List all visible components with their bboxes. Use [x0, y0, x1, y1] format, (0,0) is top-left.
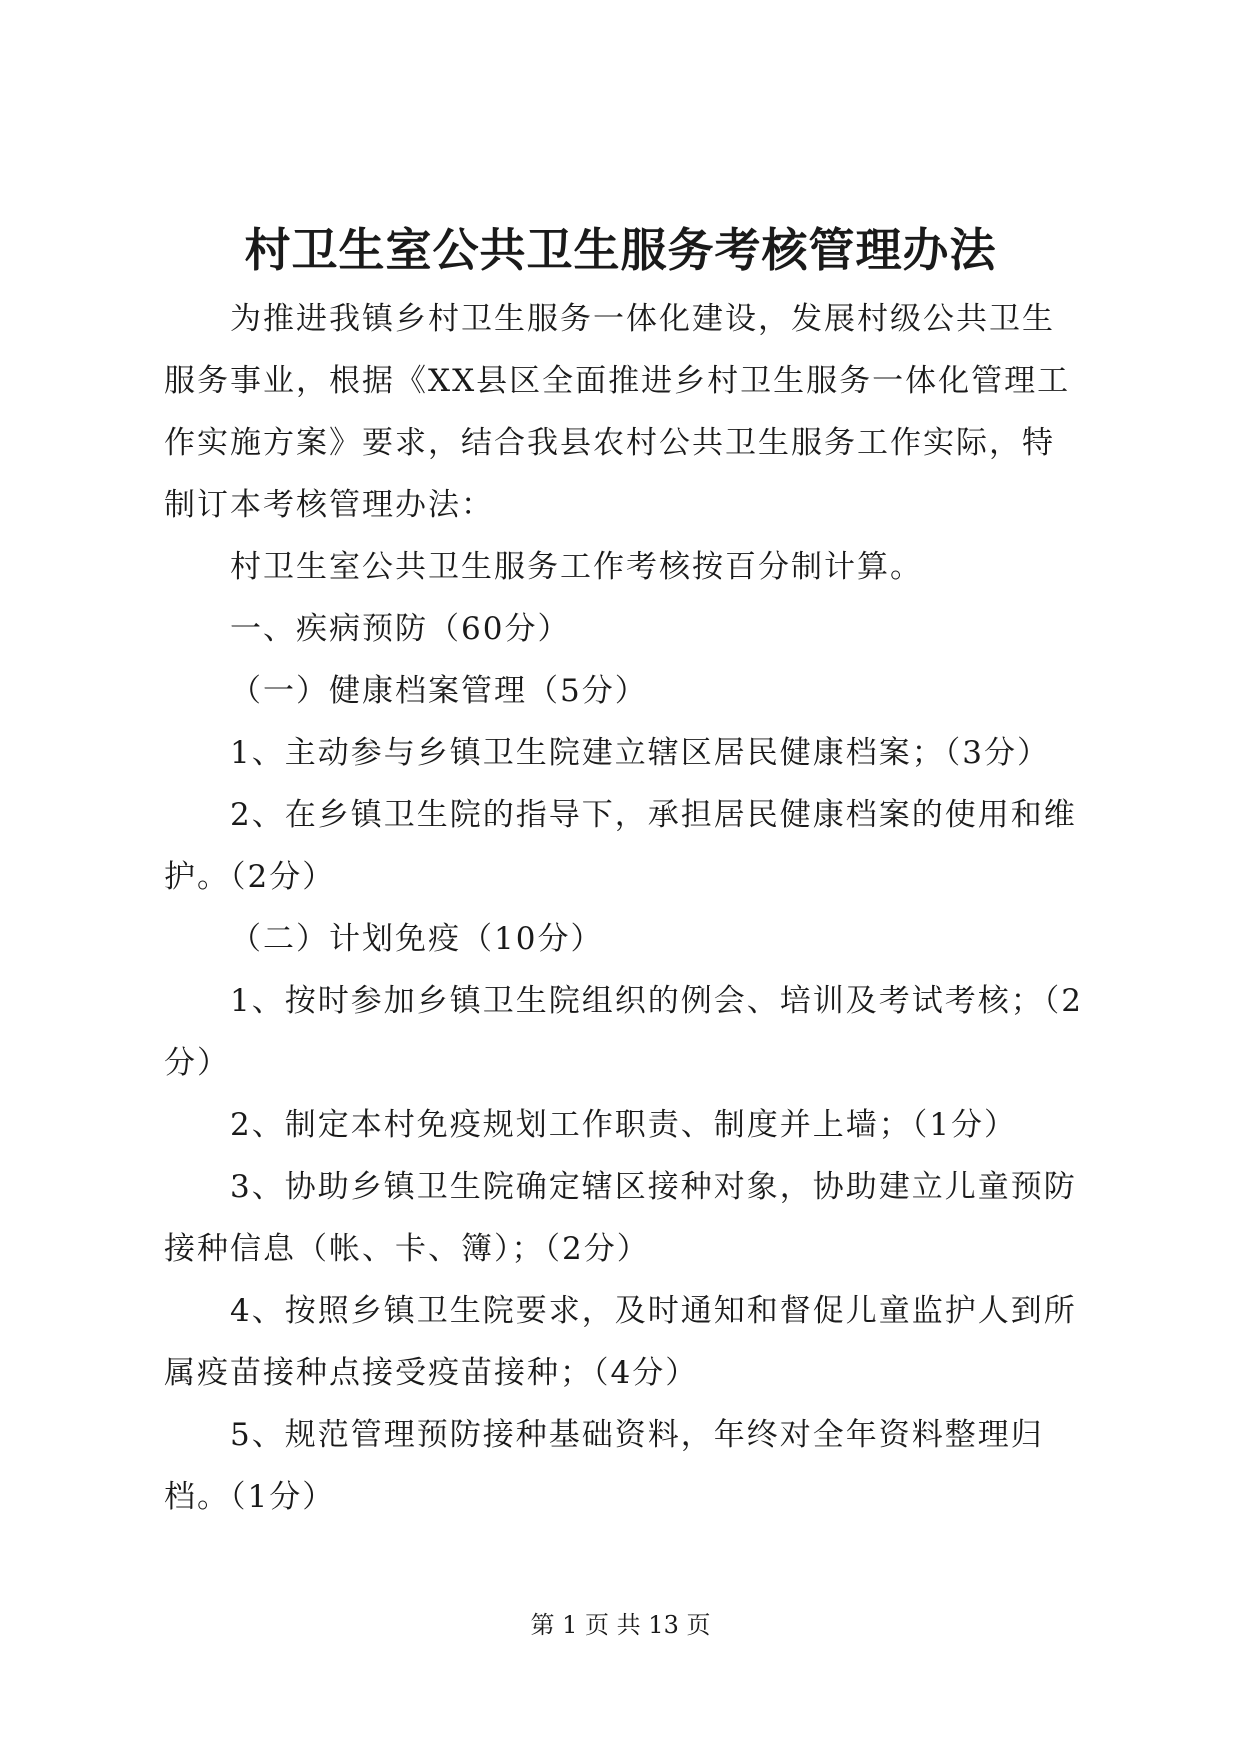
list-item: 4、按照乡镇卫生院要求，及时通知和督促儿童监护人到所属疫苗接种点接受疫苗接种；（4分） [164, 1293, 1077, 1391]
page-number-footer: 第 1 页 共 13 页 [530, 1611, 711, 1639]
list-item: 5、规范管理预防接种基础资料，年终对全年资料整理归档。（1分） [164, 1417, 1044, 1515]
list-item: 2、制定本村免疫规划工作职责、制度并上墙；（1分） [230, 1107, 1017, 1143]
paragraph: 村卫生室公共卫生服务工作考核按百分制计算。 [230, 549, 923, 585]
section-heading: 一、疾病预防（60分） [230, 611, 571, 647]
list-item: 3、协助乡镇卫生院确定辖区接种对象，协助建立儿童预防接种信息（帐、卡、簿）；（2分） [164, 1169, 1077, 1267]
document-title: 村卫生室公共卫生服务考核管理办法 [244, 223, 997, 277]
subsection-heading: （二）计划免疫（10分） [230, 921, 604, 957]
paragraph: 为推进我镇乡村卫生服务一体化建设，发展村级公共卫生服务事业，根据《XX县区全面推进乡村卫生服务一体化管理工作实施方案》要求，结合我县农村公共卫生服务工作实际，特制订本考核管理办法： [164, 301, 1071, 523]
list-item: 1、按时参加乡镇卫生院组织的例会、培训及考试考核；（2分） [164, 983, 1083, 1081]
list-item: 1、主动参与乡镇卫生院建立辖区居民健康档案；（3分） [230, 735, 1050, 771]
list-item: 2、在乡镇卫生院的指导下，承担居民健康档案的使用和维护。（2分） [164, 797, 1077, 895]
document-body [164, 288, 1084, 1528]
subsection-heading: （一）健康档案管理（5分） [230, 673, 648, 709]
